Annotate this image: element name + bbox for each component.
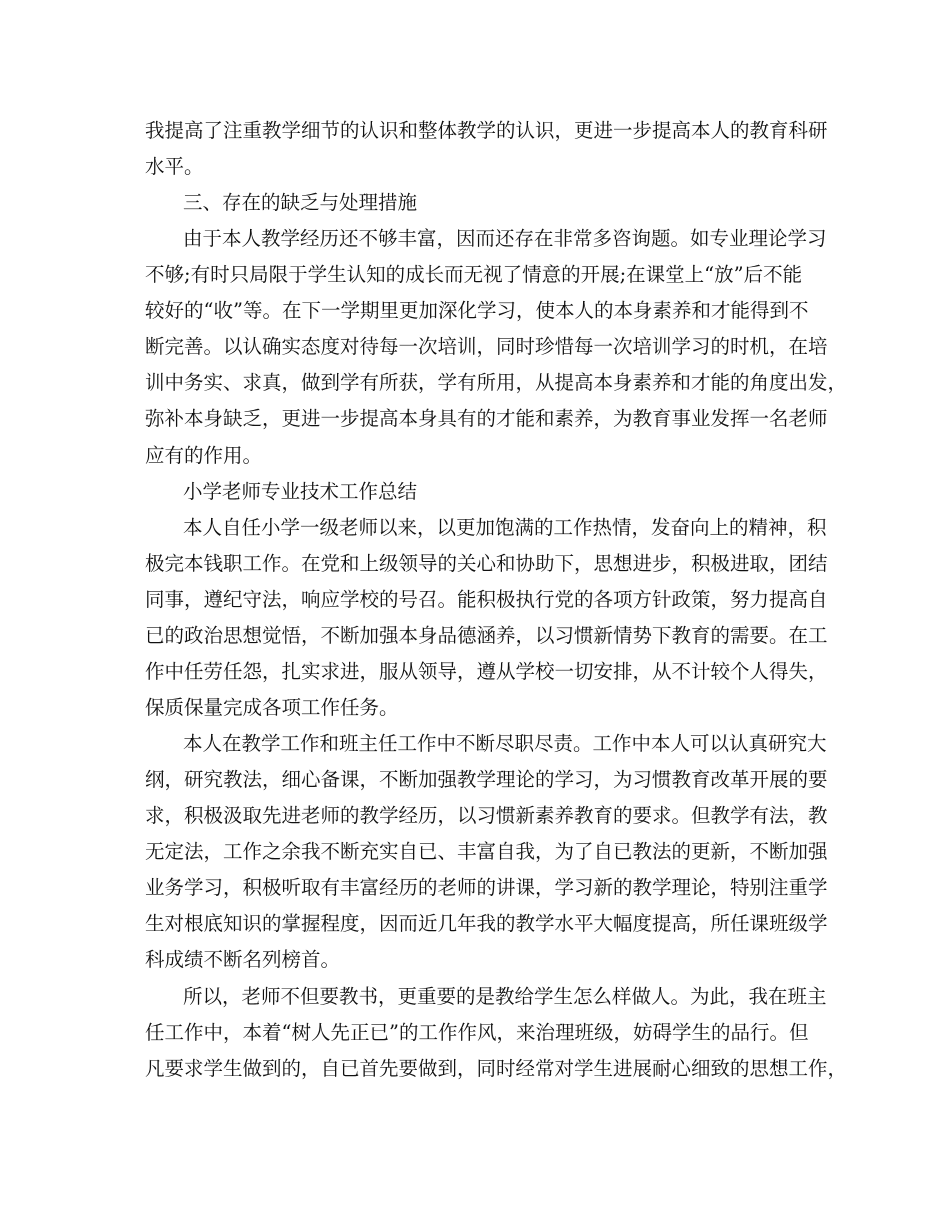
text-line: 凡要求学生做到的，自已首先要做到，同时经常对学生进展耐心细致的思想工作，: [145, 1057, 848, 1080]
text-line: 本人在教学工作和班主任工作中不断尽职尽责。工作中本人可以认真研究大: [183, 732, 827, 755]
text-line: 所以，老师不但要教书，更重要的是教给学生怎么样做人。为此，我在班主: [183, 985, 827, 1008]
text-line: 保质保量完成各项工作任务。: [145, 696, 399, 719]
text-line: 生对根底知识的掌握程度，因而近几年我的教学水平大幅度提高，所任课班级学: [145, 912, 828, 935]
text-line: 训中务实、求真，做到学有所获，学有所用，从提高本身素养和才能的角度出发，: [145, 371, 848, 394]
text-line: 无定法，工作之余我不断充实自已、丰富自我，为了自已教法的更新，不断加强: [145, 840, 828, 863]
text-line: 同事，遵纪守法，响应学校的号召。能积极执行党的各项方针政策，努力提高自: [145, 588, 828, 611]
document-subtitle: 小学老师专业技术工作总结: [183, 480, 418, 503]
text-line: 作中任劳任怨，扎实求进，服从领导，遵从学校一切安排，从不计较个人得失，: [145, 660, 828, 683]
text-line: 任工作中，本着“树人先正已”的工作作风，来治理班级，妨碍学生的品行。但: [145, 1021, 809, 1044]
text-line: 科成绩不断名列榜首。: [145, 948, 341, 971]
text-line: 我提高了注重教学细节的认识和整体教学的认识，更进一步提高本人的教育科研: [145, 119, 828, 142]
text-line: 业务学习，积极听取有丰富经历的老师的讲课，学习新的教学理论，特别注重学: [145, 876, 828, 899]
text-line: 较好的“收”等。在下一学期里更加深化学习，使本人的本身素养和才能得到不: [145, 299, 809, 322]
text-line: 水平。: [145, 155, 204, 178]
text-line: 极完本钱职工作。在党和上级领导的关心和协助下，思想进步，积极进取，团结: [145, 552, 828, 575]
text-line: 弥补本身缺乏，更进一步提高本身具有的才能和素养，为教育事业发挥一名老师: [145, 407, 828, 430]
text-line: 本人自任小学一级老师以来，以更加饱满的工作热情，发奋向上的精神，积: [183, 516, 827, 539]
text-line: 应有的作用。: [145, 444, 263, 467]
text-line: 断完善。以认确实态度对待每一次培训，同时珍惜每一次培训学习的时机，在培: [145, 335, 828, 358]
text-line: 纲，研究教法，细心备课，不断加强教学理论的学习，为习惯教育改革开展的要: [145, 768, 828, 791]
text-line: 由于本人教学经历还不够丰富，因而还存在非常多咨询题。如专业理论学习: [183, 227, 827, 250]
text-line: 已的政治思想觉悟，不断加强本身品德涵养，以习惯新情势下教育的需要。在工: [145, 624, 828, 647]
section-heading: 三、存在的缺乏与处理措施: [183, 191, 418, 214]
text-line: 不够;有时只局限于学生认知的成长而无视了情意的开展;在课堂上“放”后不能: [145, 263, 803, 286]
text-line: 求，积极汲取先进老师的教学经历，以习惯新素养教育的要求。但教学有法，教: [145, 804, 828, 827]
